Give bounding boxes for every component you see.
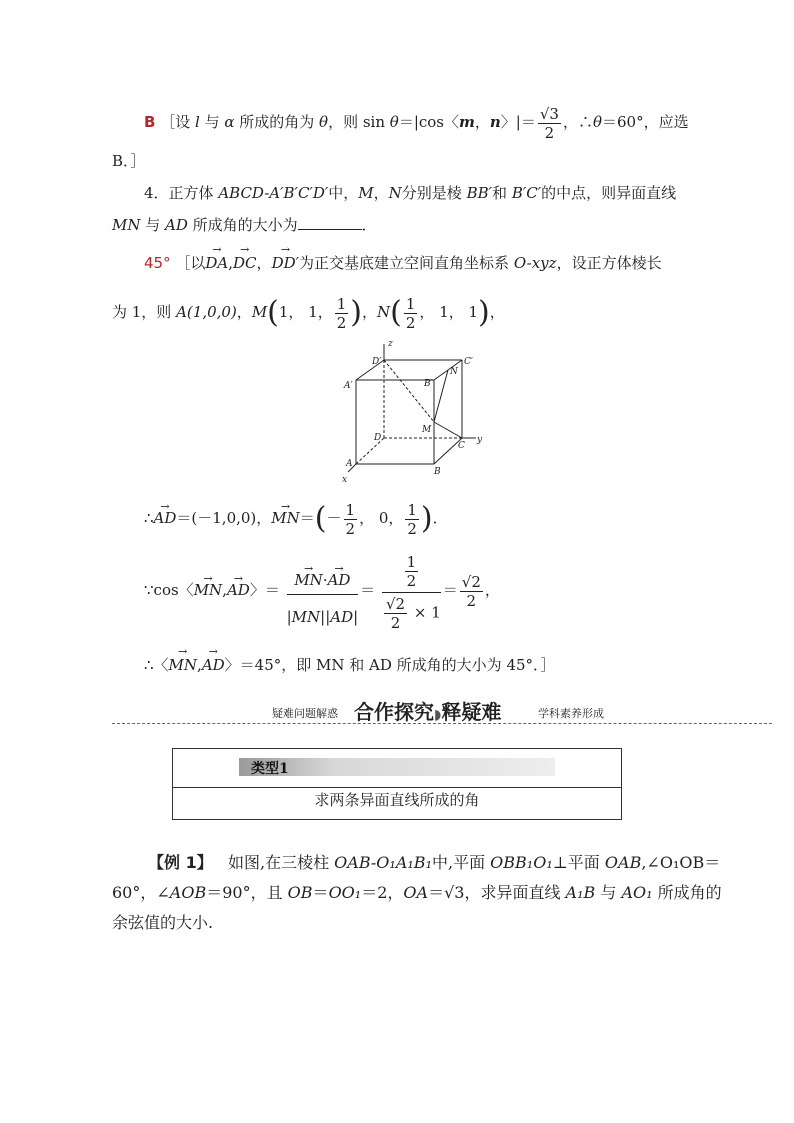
label-n: N [450, 367, 458, 377]
coord-system: O-xyz [513, 254, 557, 272]
text: ＝ [442, 581, 458, 599]
text: 中， [328, 184, 359, 202]
numerator: √2 [385, 594, 406, 613]
answer-b-line1 [144, 104, 689, 140]
var-alpha: α [224, 113, 235, 131]
cube-name: ABCD-A′B′C′D′ [218, 184, 329, 202]
cube-diagram [340, 338, 490, 488]
label-d1: D′ [372, 357, 382, 367]
text: ， [484, 581, 500, 599]
label-c: C [458, 441, 465, 451]
label-d: D [374, 433, 382, 443]
text: 为正交基底建立空间直角坐标系 [299, 254, 514, 272]
paren-close: ) [350, 295, 363, 330]
text: 与 [199, 113, 225, 131]
fraction-main [287, 556, 359, 627]
vector-ad: → AD [154, 498, 177, 538]
numerator: 1 [406, 552, 417, 571]
denominator: 2 [336, 313, 347, 332]
segment-oo1: OO₁ [328, 883, 362, 902]
text: , [228, 254, 234, 272]
vector-dd: → DD′ [272, 254, 299, 272]
section-left-caption: 疑难问题解惑 [272, 707, 338, 720]
denominator: 2 [407, 519, 417, 538]
vector-da: → DA [205, 254, 228, 272]
fraction [404, 295, 418, 332]
section-title [354, 700, 501, 727]
segment-ob: OB [287, 883, 313, 902]
question-4-line1 [144, 182, 676, 203]
denominator: 2 [406, 571, 417, 590]
text: ∴〈 [144, 656, 169, 674]
label-c1: C′ [464, 357, 473, 367]
section-header [112, 700, 772, 726]
text: ＝ [360, 581, 376, 599]
title-part-a: 合作探究 [354, 700, 434, 724]
text: ⊥平面 [552, 853, 605, 872]
var-m: M [358, 184, 374, 202]
text: ， [373, 184, 389, 202]
denominator: 2 [345, 519, 356, 538]
segment-d1m [384, 360, 434, 422]
angle-aob: AOB [169, 883, 207, 902]
n-coords: ， 1， 1 [419, 303, 479, 321]
text: ， [362, 303, 378, 321]
text: 所成的角为 [234, 113, 320, 131]
section-right-caption: 学科素养形成 [538, 707, 604, 720]
text: ， [489, 303, 505, 321]
text: ． [432, 509, 448, 527]
text: 的中点，则异面直线 [541, 184, 677, 202]
text: ,∠O₁OB＝ [641, 853, 721, 872]
line-a1b: A₁B [565, 883, 596, 902]
answer-b-line2: B．］ [112, 152, 146, 170]
text: 与 [140, 216, 166, 234]
text: ＝|cos〈 [398, 113, 459, 131]
segment-mc [434, 422, 462, 438]
solution-line2 [112, 292, 505, 332]
var-theta: θ [319, 113, 329, 131]
numerator [287, 556, 359, 595]
text: × 1 [413, 603, 441, 621]
label-a1: A′ [344, 381, 353, 391]
var-m: m [459, 113, 475, 131]
text: 60°，∠ [112, 883, 170, 902]
vector-ad: → AD [328, 570, 351, 590]
denominator: 2 [544, 123, 555, 142]
text: ＝90°，且 [206, 883, 288, 902]
answer-blank [298, 217, 362, 230]
fraction [344, 501, 358, 538]
var-n: n [489, 113, 501, 131]
text: 中,平面 [431, 853, 491, 872]
text: ＝ [299, 509, 315, 527]
m-coords: 1， 1， [278, 303, 333, 321]
fraction [335, 295, 349, 332]
text: ∵cos〈 [144, 581, 194, 599]
text: ， [474, 113, 490, 131]
numerator: √2 [461, 572, 481, 591]
text: 如图,在三棱柱 [227, 853, 335, 872]
example-tag: 【例 1】 [148, 853, 213, 872]
text: ，则 sin [328, 113, 390, 131]
text: ∴ [144, 509, 154, 527]
numerator [382, 551, 441, 593]
vector-dc: → DC [233, 254, 257, 272]
plane-2: OAB [604, 853, 642, 872]
text: ． [361, 216, 377, 234]
label-m: M [422, 425, 432, 435]
text: 所成角的 [652, 883, 722, 902]
text: 所成角的大小为 [187, 216, 298, 234]
denominator [287, 595, 359, 627]
denominator: 2 [405, 313, 416, 332]
example-1-line3: 余弦值的大小. [112, 913, 214, 932]
text: 〉|＝ [500, 113, 536, 131]
point-n-label: N [377, 303, 391, 321]
text: ＝2， [361, 883, 404, 902]
text: ，∴ [562, 113, 593, 131]
fraction [538, 105, 561, 142]
numerator: 1 [407, 500, 417, 519]
text: ，设正方体棱长 [556, 254, 662, 272]
label-b1: B′ [424, 379, 433, 389]
text: ＝60°，应选 [602, 113, 689, 131]
text: ［设 [160, 113, 195, 131]
vector-mn: → MN [194, 548, 222, 632]
text: 与 [595, 883, 622, 902]
fraction-value [382, 551, 441, 632]
vector-ad: → AD [202, 656, 225, 674]
vector-ad: → AD [227, 548, 250, 632]
segment-mn [434, 370, 448, 422]
text: ＝ [312, 883, 329, 902]
text: 〉＝45°，即 MN 和 AD 所成角的大小为 45°．］ [224, 656, 556, 674]
title-part-b: 释疑难 [441, 700, 502, 724]
line-ao1: AO₁ [621, 883, 653, 902]
text: |MN||AD| [286, 607, 359, 626]
plane-1: OBB₁O₁ [490, 853, 553, 872]
segment-oa: OA [403, 883, 429, 902]
paren-open: ( [267, 295, 279, 330]
numerator: 1 [336, 294, 347, 313]
example-1-line1 [148, 850, 720, 873]
text: 4．正方体 [144, 184, 219, 202]
text: , [197, 656, 202, 674]
label-z: z [388, 339, 393, 349]
text: ＝(－1,0,0)， [176, 509, 272, 527]
point-m-label: M [251, 303, 268, 321]
text: ＝√3，求异面直线 [428, 883, 566, 902]
label-y: y [477, 435, 483, 445]
type-box [172, 748, 622, 820]
paren-open: ( [314, 501, 327, 536]
text: ［以 [175, 254, 206, 272]
label-b: B [434, 467, 441, 477]
edge-bc: B′C′ [511, 184, 542, 202]
solution-conclusion [144, 654, 556, 675]
paren-close: ) [478, 295, 490, 330]
text: , [222, 581, 227, 599]
line-mn: MN [112, 216, 141, 234]
text: ， 0， [359, 509, 404, 527]
text: 〉＝ [249, 581, 280, 599]
fraction [405, 553, 419, 590]
text: 和 [492, 184, 512, 202]
type-tag-label: 类型1 [251, 761, 289, 777]
vector-mn: → MN [169, 656, 197, 674]
prism-name: OAB-O₁A₁B₁ [334, 853, 432, 872]
fraction [405, 501, 419, 538]
text: ， [236, 303, 252, 321]
var-theta: θ [592, 113, 603, 131]
text: 为 1，则 [112, 303, 177, 321]
answer-letter: B [144, 113, 156, 131]
text: ， [256, 254, 272, 272]
example-1-line2 [112, 880, 722, 903]
answer-value: 45° [144, 254, 171, 272]
text: － [326, 509, 342, 527]
numerator: √3 [539, 104, 559, 123]
text: 分别是棱 [401, 184, 467, 202]
paren-open: ( [390, 295, 402, 330]
var-theta: θ [389, 113, 399, 131]
label-x: x [342, 475, 348, 485]
edge-bb: BB′ [466, 184, 493, 202]
denominator: 2 [390, 613, 401, 632]
fraction-result [460, 573, 483, 610]
numerator: 1 [345, 500, 356, 519]
arrow-icon: ◗ [434, 707, 442, 723]
type-tag [239, 758, 555, 776]
numerator: 1 [405, 294, 416, 313]
solution-vectors-line [144, 498, 448, 538]
fraction [384, 595, 407, 632]
denominator [382, 593, 441, 632]
text: · [322, 570, 328, 589]
var-l: l [195, 113, 200, 131]
solution-line1 [144, 252, 662, 273]
line-ad: AD [165, 216, 188, 234]
point-a: A(1,0,0) [176, 303, 237, 321]
label-a: A [346, 459, 353, 469]
vector-mn: → MN [294, 570, 322, 590]
vector-mn: → MN [271, 498, 299, 538]
question-4-line2 [112, 214, 377, 235]
denominator: 2 [466, 591, 477, 610]
cos-formula [144, 548, 500, 632]
type-title: 求两条异面直线所成的角 [314, 791, 480, 809]
paren-close: ) [420, 501, 433, 536]
divider [173, 787, 621, 788]
var-n: N [388, 184, 402, 202]
